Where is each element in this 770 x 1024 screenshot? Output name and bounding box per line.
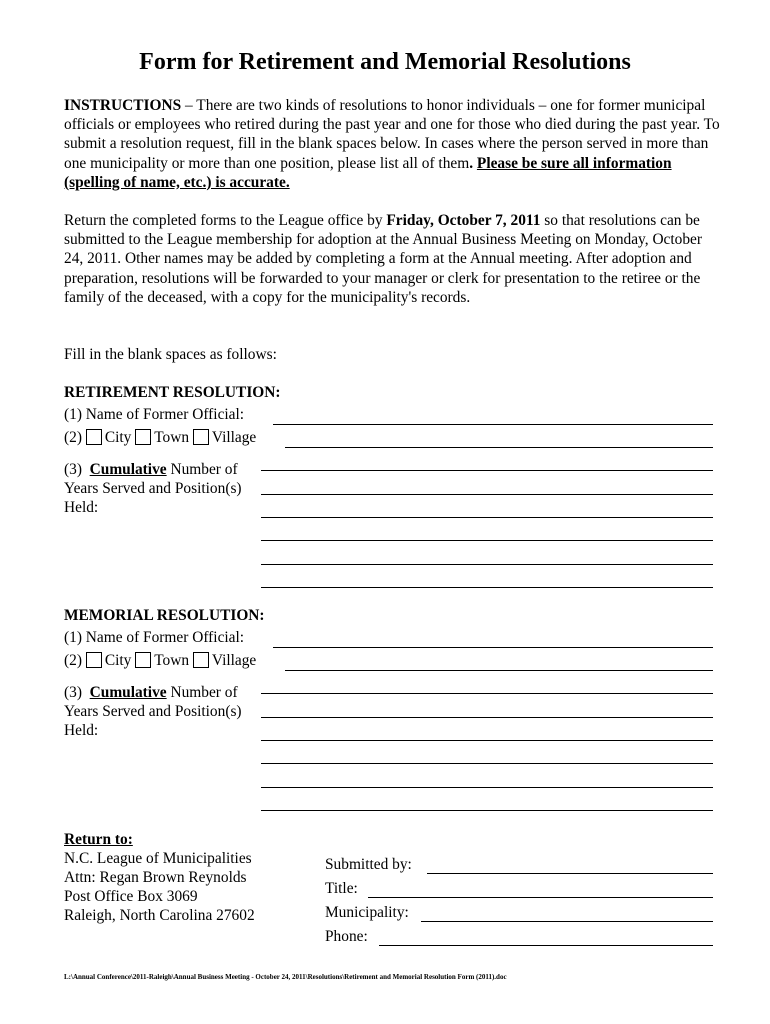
memorial-item2-num: (2) — [64, 652, 82, 669]
memorial-years-line-1[interactable] — [261, 693, 713, 694]
retirement-years-line-2[interactable] — [261, 494, 713, 495]
title-field[interactable] — [368, 897, 713, 898]
memorial-years-line-3[interactable] — [261, 740, 713, 741]
memorial-city-option[interactable] — [86, 652, 132, 669]
retirement-name-field[interactable] — [273, 424, 713, 425]
memorial-town-checkbox[interactable] — [135, 652, 151, 668]
retirement-years-line-6[interactable] — [261, 587, 713, 588]
memorial-city-label: City — [104, 652, 132, 669]
return-paragraph-post: so that resolutions can be submitted to the League membership for adoption at the Annual Business Meeting on Monday, October 24, 2011. Other names may be added by completing a form at the Annual meeting. After adoption and preparation, resolutions will be forwarded to your manager or clerk for presentation to the retiree or the family of the deceased, with a copy for the municipality's records. — [64, 212, 703, 306]
municipality-field[interactable] — [421, 921, 713, 922]
memorial-town-option[interactable] — [135, 652, 189, 669]
retirement-item2-num: (2) — [64, 429, 82, 446]
retirement-town-label: Town — [154, 429, 190, 446]
memorial-city-checkbox[interactable] — [86, 652, 102, 668]
retirement-city-label: City — [104, 429, 132, 446]
footer-file-path: L:\Annual Conference\2011-Raleigh\Annual Business Meeting - October 24, 2011\Resolutions\Retirement and Memorial Resolution Form (2011).doc — [64, 973, 507, 981]
memorial-village-checkbox[interactable] — [193, 652, 209, 668]
retirement-city-checkbox[interactable] — [86, 429, 102, 445]
retirement-town-checkbox[interactable] — [135, 429, 151, 445]
submitted-by-label: Submitted by: — [325, 856, 412, 873]
retirement-item3-rest: Number of — [166, 461, 238, 478]
return-deadline-date: Friday, October 7, 2011 — [386, 212, 541, 229]
memorial-years-line-4[interactable] — [261, 763, 713, 764]
instructions-body: – There are two kinds of resolutions to honor individuals – one for former municipal officials or employees who retired during the past year and one for those who died during the past year. To submit a resolution request, fill in the blank spaces below. In cases where the person served in more than one municipality or more than one position, please list all of them — [64, 97, 720, 172]
memorial-item3-line3: Held: — [64, 722, 99, 739]
instructions-emphasis: Please be sure all information (spelling of name, etc.) is accurate. — [64, 154, 672, 191]
retirement-item3-num: (3) — [64, 461, 82, 478]
memorial-town-label: Town — [154, 652, 190, 669]
retirement-cumulative-label: Cumulative — [89, 461, 167, 478]
return-to-heading: Return to: — [64, 831, 133, 848]
phone-label: Phone: — [325, 928, 368, 945]
memorial-item3-line2: Years Served and Position(s) — [64, 703, 242, 720]
retirement-item3-line2: Years Served and Position(s) — [64, 480, 242, 497]
return-to-line1: N.C. League of Municipalities — [64, 850, 252, 867]
retirement-years-line-1[interactable] — [261, 470, 713, 471]
memorial-item3-rest: Number of — [166, 684, 238, 701]
retirement-years-line-4[interactable] — [261, 540, 713, 541]
submitted-by-field[interactable] — [427, 873, 713, 874]
phone-field[interactable] — [379, 945, 713, 946]
memorial-heading: MEMORIAL RESOLUTION: — [64, 607, 265, 624]
page-title: Form for Retirement and Memorial Resolutions — [139, 49, 631, 75]
return-to-line2: Attn: Regan Brown Reynolds — [64, 869, 247, 886]
retirement-years-line-5[interactable] — [261, 564, 713, 565]
retirement-item3-line3: Held: — [64, 499, 99, 516]
memorial-item2 — [64, 651, 256, 670]
memorial-years-line-2[interactable] — [261, 717, 713, 718]
fill-in-instruction: Fill in the blank spaces as follows: — [64, 346, 277, 363]
memorial-item3-num: (3) — [64, 684, 82, 701]
memorial-village-label: Village — [211, 652, 257, 669]
memorial-item1-label: (1) Name of Former Official: — [64, 629, 245, 646]
retirement-heading: RETIREMENT RESOLUTION: — [64, 384, 281, 401]
retirement-town-option[interactable] — [135, 429, 189, 446]
memorial-item3-line1 — [64, 683, 238, 702]
retirement-item2 — [64, 428, 256, 447]
return-paragraph-pre: Return the completed forms to the League office by — [64, 212, 387, 229]
memorial-years-line-6[interactable] — [261, 810, 713, 811]
memorial-cumulative-label: Cumulative — [89, 684, 167, 701]
instructions-paragraph — [64, 96, 724, 192]
instructions-period: . — [469, 154, 474, 172]
retirement-village-option[interactable] — [193, 429, 256, 446]
retirement-years-line-3[interactable] — [261, 517, 713, 518]
return-paragraph — [64, 211, 724, 307]
return-to-line3: Post Office Box 3069 — [64, 888, 198, 905]
memorial-municipality-field[interactable] — [285, 670, 713, 671]
title-label: Title: — [325, 880, 358, 897]
memorial-name-field[interactable] — [273, 647, 713, 648]
return-to-line4: Raleigh, North Carolina 27602 — [64, 907, 255, 924]
instructions-lead: INSTRUCTIONS — [64, 97, 182, 114]
retirement-city-option[interactable] — [86, 429, 132, 446]
municipality-label: Municipality: — [325, 904, 409, 921]
memorial-village-option[interactable] — [193, 652, 256, 669]
retirement-village-label: Village — [211, 429, 257, 446]
retirement-item1-label: (1) Name of Former Official: — [64, 406, 245, 423]
retirement-village-checkbox[interactable] — [193, 429, 209, 445]
memorial-years-line-5[interactable] — [261, 787, 713, 788]
retirement-municipality-field[interactable] — [285, 447, 713, 448]
retirement-item3-line1 — [64, 460, 238, 479]
